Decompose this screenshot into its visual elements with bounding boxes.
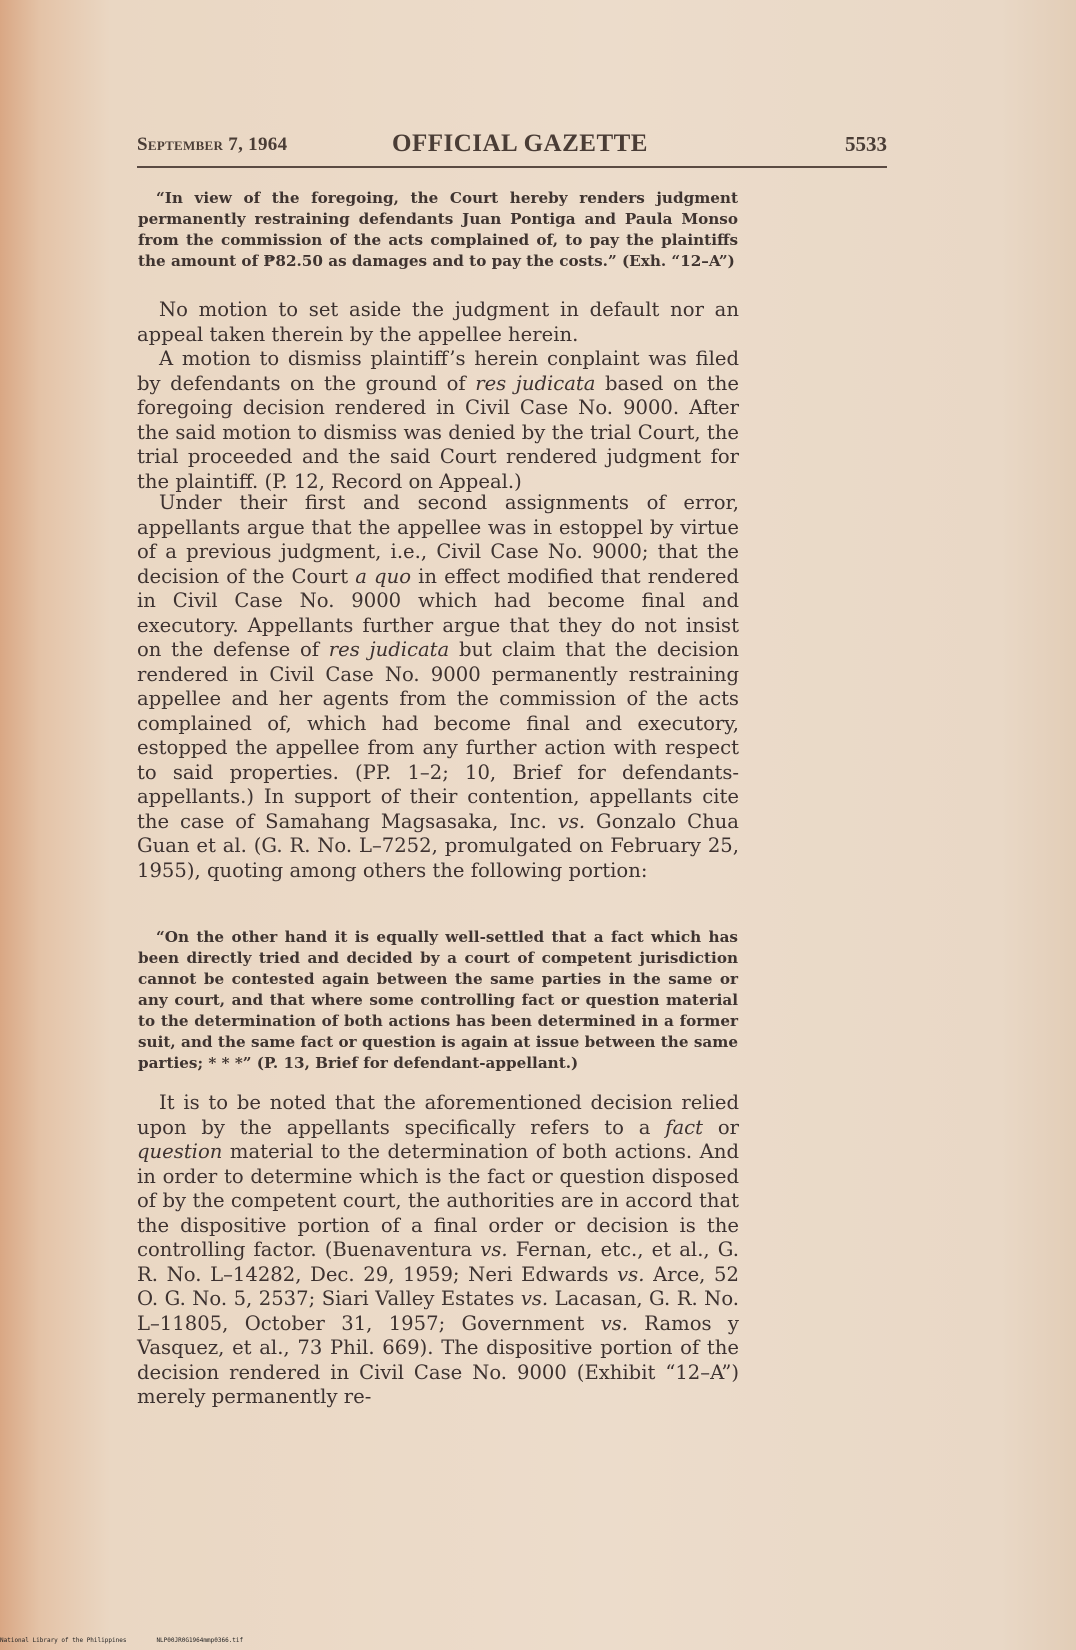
paragraph-3 [137,491,739,883]
paragraph-4-part: or [703,1115,739,1139]
issue-date-day-year: 7, 1964 [223,134,288,155]
quoted-judgment [138,188,738,272]
quoted-precedent [138,927,738,1074]
paragraph-3-italic: vs. [557,809,586,833]
publication-title: OFFICIAL GAZETTE [392,130,648,157]
paragraph-4-part: Fernan, etc., et al., G. R. No. L–14282, Dec. 29, 1959; Neri Edwards [137,1238,739,1286]
paragraph-4-part: Ramos y Vasquez, et al., 73 Phil. 669). The dispositive portion of the decision rendered in Civil Case No. 9000 (Exhibit “12–A”) merely permanently re- [137,1311,740,1408]
issue-date-month: September [137,134,224,155]
paragraph-4-part: Lacasan, G. R. No. L–11805, October 31, 1957; Government [137,1287,739,1335]
quoted-precedent-text: “On the other hand it is equally well-settled that a fact which has been directly tried and decided by a court of competent jurisdiction cannot be contested again between the same parties in the same or any court, and that where some controlling fact or question material to the determination of both actions has been determined in a former suit, and the same fact or question is again at issue between the same parties; * * *” (P. 13, Brief for defendant-appellant.) [138,928,738,1072]
paragraph-2-part: A motion to dismiss plaintiff’s herein conplaint was filed by defendants on the ground of [137,347,739,395]
paragraph-2-italic: res judicata [475,371,596,395]
paragraph-3-part: Under their first and second assignments of error, appellants argue that the appellee was in estoppel by virtue of a previous judgment, i.e., Civil Case No. 9000; that the decision of the Court [137,491,739,588]
paragraph-1 [137,298,739,347]
paragraph-4-italic: vs. [520,1287,549,1310]
paragraph-4-italic: vs. [480,1238,508,1261]
page-number: 5533 [845,132,887,156]
footer-library: National Library of the Philippines [0,1637,127,1644]
issue-date [137,134,287,156]
paragraph-3-part: in effect modified that rendered in Civil Case No. 9000 which had become final and executory. Appellants further argue that they do not insist on the defense of [137,564,739,661]
footer-filename: NLP00JR0G1964mmp0366.tif [156,1637,244,1644]
paragraph-4-part: It is to be noted that the aforementioned decision relied upon by the appellants specifically refers to a [137,1091,739,1139]
paragraph-4-italic: question [137,1140,223,1163]
paragraph-2 [137,347,739,494]
header-rule [137,166,887,168]
paragraph-1-text: No motion to set aside the judgment in default nor an appeal taken therein by the appellee herein. [137,298,739,346]
quoted-judgment-text: “In view of the foregoing, the Court hereby renders judgment permanently restraining defendants Juan Pontiga and Paula Monso from the commission of the acts complained of, to pay the plaintiffs the amount of ₱82.50 as damages and to pay the costs.” (Exh. “12–A”) [138,189,738,270]
paragraph-4-italic: vs. [600,1311,628,1335]
paragraph-3-part: but claim that the decision rendered in Civil Case No. 9000 permanently restraining appellee and her agents from the commission of the acts complained of, which had become final and executory, estopped the appellee from any further action with respect to said properties. (PP. 1–2; 10, Brief for defendants-appellants.) In support of their contention, appellants cite the case of Samahang Magsasaka, Inc. [137,638,739,833]
paragraph-4 [137,1091,739,1410]
paragraph-4-part: material to the determination of both actions. And in order to determine which is the fact or question disposed of by the competent court, the authorities are in accord that the dispositive portion of a final order or decision is the controlling factor. (Buenaventura [137,1140,739,1261]
paragraph-4-part: Arce, 52 O. G. No. 5, 2537; Siari Valley Estates [137,1262,739,1310]
page-header [137,130,887,162]
paragraph-3-italic: a quo [355,564,412,588]
paragraph-3-part: Gonzalo Chua Guan et al. (G. R. No. L–7252, promulgated on February 25, 1955), quoting among others the following portion: [137,809,739,882]
paragraph-3-italic: res judicata [328,638,450,661]
scan-footer [0,1637,273,1644]
paragraph-4-italic: vs. [617,1262,645,1286]
paragraph-2-part: based on the foregoing decision rendered in Civil Case No. 9000. After the said motion to dismiss was denied by the trial Court, the trial proceeded and the said Court rendered judgment for the plaintiff. (P. 12, Record on Appeal.) [137,371,739,493]
paragraph-4-italic: fact [665,1115,704,1139]
